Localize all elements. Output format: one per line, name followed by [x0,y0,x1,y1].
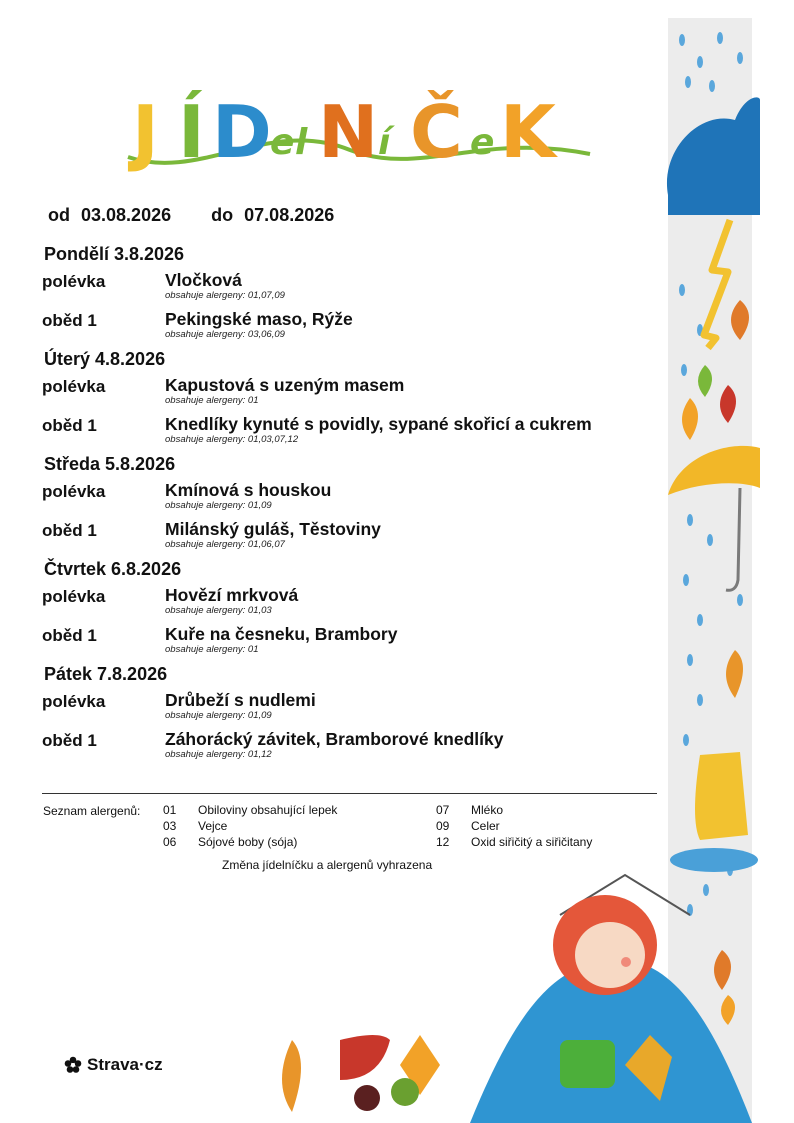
meal-row [42,271,662,301]
legend-text: Obiloviny obsahující lepek [198,803,338,817]
day-title: Středa 5.8.2026 [44,454,176,474]
page-title [120,62,600,182]
meal-type: oběd 1 [42,521,97,540]
title-letter: e [470,122,495,163]
legend-item [163,803,403,817]
weekly-menu [42,244,662,769]
meal-row [42,310,662,340]
title-letter: í [378,122,391,163]
meal-type: oběd 1 [42,416,97,435]
raindrops-icon [679,32,743,916]
meal-allergens: obsahuje alergeny: 01,03 [165,605,272,616]
title-letter: N [318,90,379,174]
legend-text: Mléko [471,803,504,817]
meal-row [42,730,662,760]
title-letter: K [500,90,556,174]
cloud-icon [667,97,760,215]
day-title: Pátek 7.8.2026 [44,664,168,684]
meal-allergens: obsahuje alergeny: 01 [165,395,259,406]
legend-code: 12 [436,835,450,849]
boot-icon [695,752,748,840]
day-wednesday [42,454,662,550]
legend-code: 07 [436,803,450,817]
meal-type: polévka [42,692,106,711]
legend-item [436,803,676,817]
meal-type: polévka [42,587,106,606]
meal-name: Vločková [165,270,242,290]
meal-name: Pekingské maso, Rýže [165,309,353,329]
legend-code: 06 [163,835,177,849]
house-outline-icon [560,875,690,915]
day-title: Čtvrtek 6.8.2026 [44,559,182,579]
meal-type: polévka [42,272,106,291]
meal-name: Kmínová s houskou [165,480,332,500]
meal-row [42,625,662,655]
title-letter: D [212,90,272,174]
title-letter: l [295,122,308,163]
meal-type: polévka [42,377,106,396]
meal-type: polévka [42,482,106,501]
legend-item [163,835,403,849]
date-range [48,205,340,226]
meal-row [42,481,662,511]
title-letter: Č [410,90,463,174]
day-monday [42,244,662,340]
lightning-icon [704,220,730,348]
day-friday [42,664,662,760]
legend-text: Sójové boby (sója) [198,835,298,849]
allergen-legend [42,793,657,872]
legend-label: Seznam alergenů: [43,804,141,818]
meal-allergens: obsahuje alergeny: 01 [165,644,259,655]
day-title: Úterý 4.8.2026 [44,349,166,369]
day-thursday [42,559,662,655]
meal-allergens: obsahuje alergeny: 01,06,07 [165,539,285,550]
meal-name: Drůbeží s nudlemi [165,690,316,710]
brand-name: Strava·cz [87,1055,163,1074]
day-title: Pondělí 3.8.2026 [44,244,185,264]
from-label: od [48,205,70,225]
meal-row [42,586,662,616]
meal-row [42,520,662,550]
legend-code: 01 [163,803,177,817]
legend-item [436,819,676,833]
legend-code: 09 [436,819,450,833]
meal-name: Milánský guláš, Těstoviny [165,519,381,539]
from-date: 03.08.2026 [81,205,172,225]
meal-allergens: obsahuje alergeny: 01,07,09 [165,290,285,301]
title-letter: Í [178,90,205,174]
day-tuesday [42,349,662,445]
meal-allergens: obsahuje alergeny: 01,12 [165,749,272,760]
meal-name: Kapustová s uzeným masem [165,375,405,395]
legend-item [436,835,676,849]
meal-type: oběd 1 [42,731,97,750]
umbrella-icon [668,446,760,590]
to-date: 07.08.2026 [244,205,335,225]
meal-type: oběd 1 [42,626,97,645]
meal-allergens: obsahuje alergeny: 01,03,07,12 [165,434,299,445]
meal-name: Knedlíky kynuté s povidly, sypané skořicí a cukrem [165,414,592,434]
strava-flower-icon [64,1056,82,1074]
meal-name: Záhorácký závitek, Bramborové knedlíky [165,729,504,749]
girl-illustration [470,895,752,1123]
legend-text: Vejce [198,819,228,833]
brand-logo [64,1055,163,1075]
meal-row [42,691,662,721]
legend-code: 03 [163,819,177,833]
title-letter: J [132,90,159,174]
legend-text: Oxid siřičitý a siřičitany [471,835,593,849]
meal-row [42,376,662,406]
title-letter: e [270,122,295,163]
meal-type: oběd 1 [42,311,97,330]
legend-text: Celer [471,819,500,833]
meal-row [42,415,662,445]
meal-name: Kuře na česneku, Brambory [165,624,398,644]
disclaimer-note: Změna jídelníčku a alergenů vyhrazena [222,858,433,872]
meal-allergens: obsahuje alergeny: 01,09 [165,500,272,511]
to-label: do [211,205,234,225]
meal-allergens: obsahuje alergeny: 03,06,09 [165,329,285,340]
meal-allergens: obsahuje alergeny: 01,09 [165,710,272,721]
meal-name: Hovězí mrkvová [165,585,299,605]
legend-item [163,819,403,833]
